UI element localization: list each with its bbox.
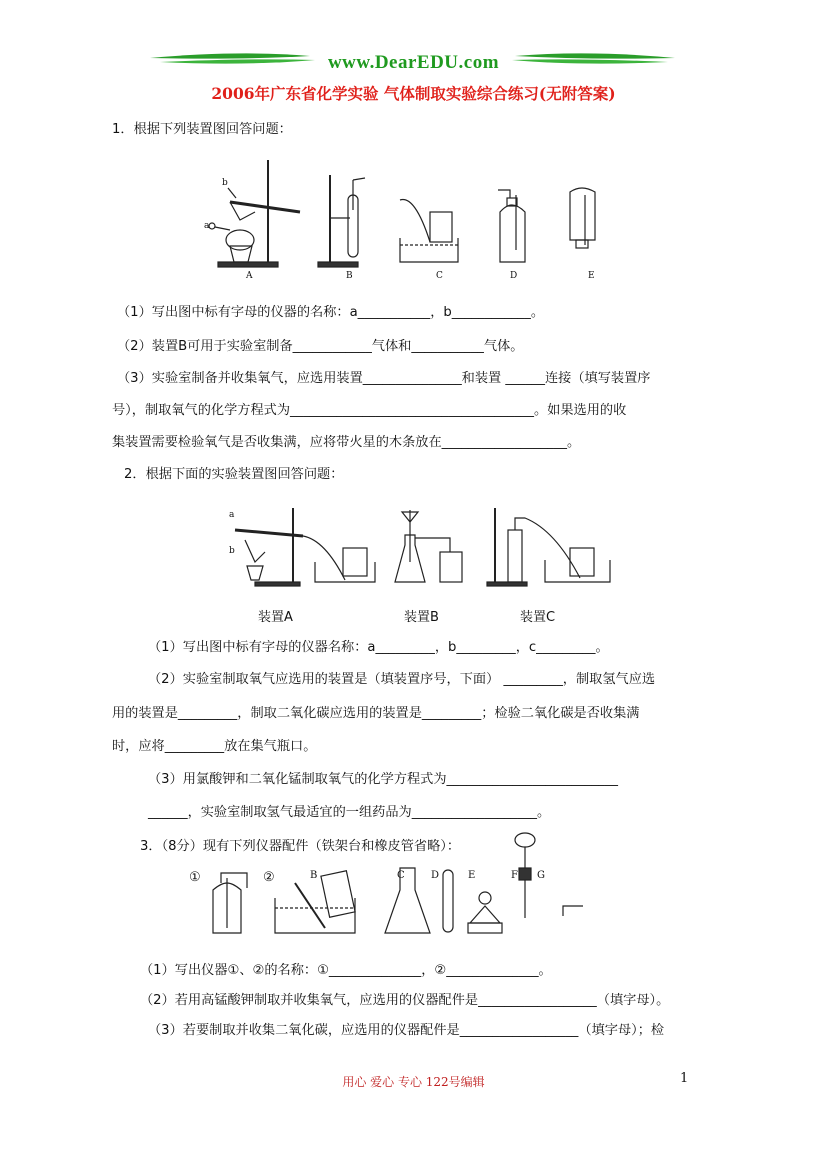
q1-part1: （1）写出图中标有字母的仪器的名称：a___________，b____________。 [117, 305, 545, 320]
q2-label-b: b [229, 546, 235, 556]
q3-label-D: D [431, 870, 440, 881]
q3-label-G: G [537, 870, 545, 881]
q1-figure [200, 150, 620, 285]
q2-stem: 2．根据下面的实验装置图回答问题： [124, 467, 344, 482]
q3-label-2: ② [263, 870, 275, 885]
q1-part2: （2）装置B可用于实验室制备____________气体和___________气体。 [117, 339, 524, 354]
q2-part3: （3）用氯酸钾和二氧化锰制取氧气的化学方程式为__________________________ [148, 772, 618, 787]
q1-label-b: b [222, 178, 228, 188]
q3-figure [185, 828, 585, 938]
q3-label-E: E [468, 870, 476, 881]
page-title: 2006年广东省化学实验 气体制取实验综合练习(无附答案) [211, 84, 616, 103]
q2-part2: （2）实验室制取氧气应选用的装置是（填装置序号，下面） _________，制取氢气应选 [148, 672, 656, 687]
q1-part3: （3）实验室制备并收集氧气，应选用装置_______________和装置 ______连接（填写装置序 [117, 371, 651, 386]
footer-motto: 用心 爱心 专心 122号编辑 [342, 1075, 485, 1089]
q1-label-D: D [510, 271, 518, 281]
q3-label-F: F [511, 870, 518, 881]
q2-caption-c: 装置C [520, 610, 556, 625]
q1-label-E: E [588, 271, 595, 281]
q2-part2-cont: 用的装置是_________，制取二氧化碳应选用的装置是_________；检验二氧化碳是否收集满 [112, 706, 640, 721]
q1-part3-cont: 号），制取氧气的化学方程式为_____________________________________。如果选用的收 [112, 403, 627, 418]
q3-part3: （3）若要制取并收集二氧化碳，应选用的仪器配件是__________________（填字母）；检 [148, 1023, 665, 1038]
q3-stem: 3．（8分）现有下列仪器配件（铁架台和橡皮管省略）： [140, 839, 461, 854]
q1-label-B: B [346, 271, 353, 281]
q3-label-C: C [397, 870, 405, 881]
q2-part3-cont: ______，实验室制取氢气最适宜的一组药品为___________________。 [148, 805, 551, 820]
q2-caption-b: 装置B [404, 610, 439, 625]
site-name: www.DearEDU.com [327, 52, 500, 73]
page-number: 1 [680, 1071, 689, 1086]
q2-part2-cont2: 时，应将_________放在集气瓶口。 [112, 739, 317, 754]
q1-part3-cont2: 集装置需要检验氧气是否收集满，应将带火星的木条放在___________________。 [112, 435, 581, 450]
q2-label-a: a [229, 510, 235, 520]
q3-label-B: B [310, 870, 318, 881]
q3-part2: （2）若用高锰酸钾制取并收集氧气，应选用的仪器配件是__________________（填字母）。 [140, 993, 670, 1008]
q3-part1: （1）写出仪器①、②的名称：①______________，②______________。 [140, 963, 552, 978]
q3-label-1: ① [189, 870, 201, 885]
q2-part1: （1）写出图中标有字母的仪器名称：a_________，b_________，c_________。 [148, 640, 609, 655]
q1-label-C: C [436, 271, 443, 281]
q1-stem: 1．根据下列装置图回答问题： [112, 122, 292, 137]
q1-label-a: a [204, 221, 210, 231]
q1-label-A: A [246, 271, 253, 281]
q2-caption-a: 装置A [258, 610, 293, 625]
q2-figure [225, 500, 615, 595]
